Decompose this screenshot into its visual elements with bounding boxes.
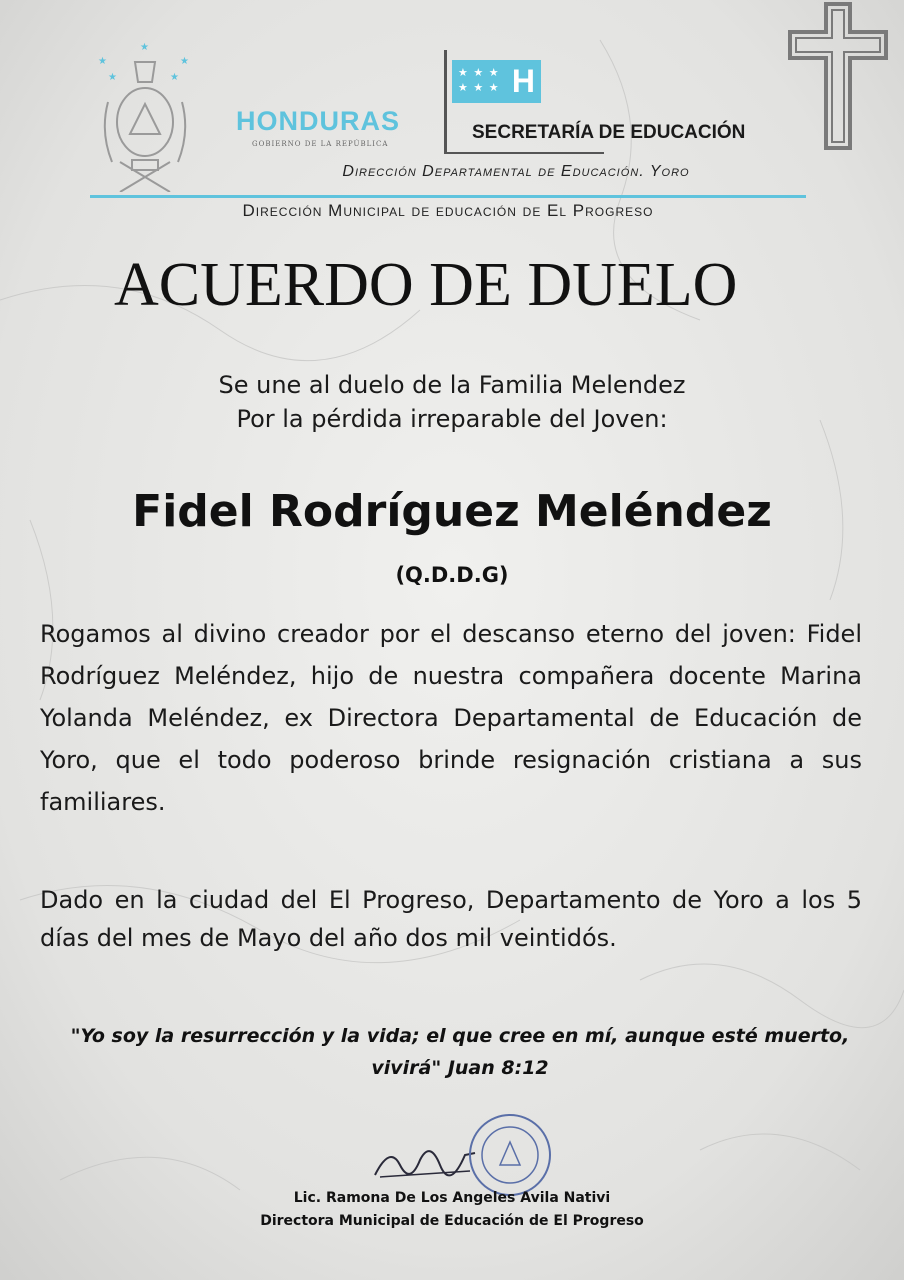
quote-line-1: "Yo soy la resurrección y la vida; el que cree en mí, aunque esté muerto, — [70, 1025, 850, 1047]
coat-of-arms-icon — [90, 42, 200, 192]
header-divider — [444, 50, 447, 154]
signatory-name: Lic. Ramona De Los Angeles Avila Nativi — [293, 1190, 611, 1206]
page-title: ACUERDO DE DUELO — [114, 251, 738, 319]
government-label: GOBIERNO DE LA REPÚBLICA — [252, 140, 389, 148]
svg-text:★: ★ — [98, 56, 107, 67]
svg-text:★: ★ — [180, 56, 189, 67]
condolence-paragraph: Rogamos al divino creador por el descanso eterno del joven: Fidel Rodríguez Meléndez, hijo de nuestra compañera docente Marina Yolanda Meléndez, ex Directora Departamental de Educación de Yoro, que el todo poderoso brinde resignación cristiana a sus familiares. — [40, 620, 862, 816]
svg-text:★: ★ — [108, 72, 117, 83]
header-divider-bottom — [444, 152, 604, 154]
seal-stamp-icon — [455, 1110, 565, 1200]
deceased-abbrev: (Q.D.D.G) — [395, 563, 509, 587]
quote-line-2: vivirá" Juan 8:12 — [371, 1057, 549, 1079]
ministry-name: SECRETARÍA DE EDUCACIÓN — [472, 122, 746, 143]
date-paragraph: Dado en la ciudad del El Progreso, Departamento de Yoro a los 5 días del mes de Mayo del año dos mil veintidós. — [40, 886, 862, 952]
intro-text — [0, 368, 904, 436]
intro-line-2: Por la pérdida irreparable del Joven: — [236, 405, 668, 433]
bible-quote — [40, 1020, 880, 1084]
flag-letter: H — [511, 63, 535, 99]
header-accent-line — [90, 195, 806, 198]
intro-line-1: Se une al duelo de la Familia Melendez — [218, 371, 686, 399]
svg-text:★: ★ — [140, 42, 149, 53]
municipal-direction: Dirección Municipal de educación de El Progreso — [242, 201, 654, 220]
signatory-position: Directora Municipal de Educación de El Progreso — [260, 1213, 644, 1229]
deceased-name: Fidel Rodríguez Meléndez — [132, 486, 772, 537]
cross-icon — [786, 0, 890, 150]
stars-icon: ★ ★ ★ ★ ★ ★ — [458, 66, 500, 94]
honduras-flag-logo — [452, 60, 541, 103]
country-name: HONDURAS — [236, 106, 401, 136]
departmental-direction: Dirección Departamental de Educación. Yoro — [342, 163, 690, 180]
svg-text:★: ★ — [170, 72, 179, 83]
